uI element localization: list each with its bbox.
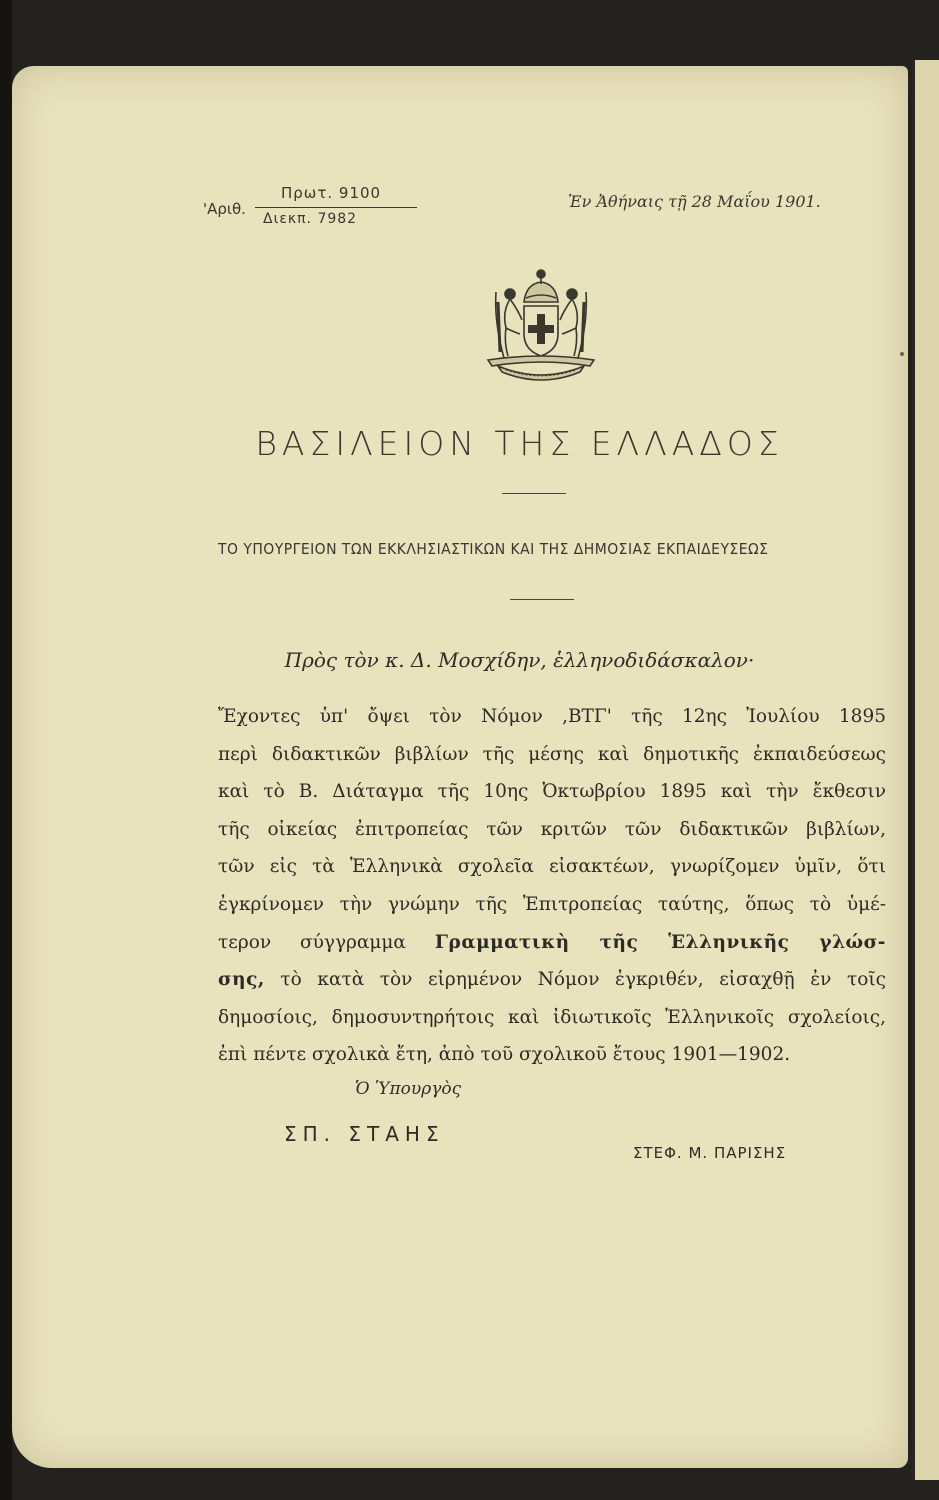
body-line: δημοσίοις, δημοσυντηρήτοις καὶ ἰδιωτικοῖς Ἑλληνικοῖς σχολείοις, <box>218 1006 886 1028</box>
body-line: Ἔχοντες ὑπ' ὄψει τὸν Νόμον ,ΒΤΓ' τῆς 12ης Ἰουλίου 1895 <box>218 706 886 727</box>
addressee-line: Πρὸς τὸν κ. Δ. Μοσχίδην, ἑλληνοδιδάσκαλον· <box>284 648 755 672</box>
body-line: ἐπὶ πέντε σχολικὰ ἔτη, ἀπὸ τοῦ σχολικοῦ ἔτους 1901—1902. <box>218 1044 791 1066</box>
protocol-number: Πρωτ. 9100 <box>281 184 382 202</box>
reference-numbers <box>203 184 423 234</box>
ministry-divider <box>510 599 574 600</box>
book-title: Γραμματικὴ τῆς Ἑλληνικῆς γλώσ- <box>434 931 886 953</box>
reference-label: 'Αριθ. <box>203 200 246 218</box>
body-line: ἐγκρίνομεν τὴν γνώμην τῆς Ἐπιτροπείας ταύτης, ὅπως τὸ ὑμέ- <box>218 893 886 915</box>
minister-name: ΣΠ. ΣΤΑΗΣ <box>284 1122 445 1146</box>
body-line: καὶ τὸ Β. Διάταγμα τῆς 10ης Ὀκτωβρίου 1895 καὶ τὴν ἔκθεσιν <box>218 781 886 803</box>
book-title-end: σης, <box>218 969 265 991</box>
body-line-with-book-title <box>218 924 886 962</box>
ministry-heading: ΤΟ ΥΠΟΥΡΓΕΙΟΝ ΤΩΝ ΕΚΚΛΗΣΙΑΣΤΙΚΩΝ ΚΑΙ ΤΗΣ ΔΗΜΟΣΙΑΣ ΕΚΠΑΙΔΕΥΣΕΩΣ <box>218 540 769 558</box>
adjacent-page-edge <box>912 60 939 1480</box>
letter-body <box>218 698 886 1074</box>
body-text: τὸ κατὰ τὸν εἰρημένον Νόμον ἐγκριθέν, εἰσαχθῇ ἐν τοῖς <box>264 969 886 991</box>
title-divider <box>502 493 566 494</box>
body-line: τῆς οἰκείας ἐπιτροπείας τῶν κριτῶν τῶν διδακτικῶν βιβλίων, <box>218 818 886 840</box>
date-line: Ἐν Ἀθήναις τῇ 28 Μαΐου 1901. <box>568 192 821 211</box>
document-title: ΒΑΣΙΛΕΙΟΝ ΤΗΣ ΕΛΛΑΔΟΣ <box>255 424 784 463</box>
body-line-with-book-title <box>218 961 886 999</box>
dispatch-number: Διεκπ. 7982 <box>263 211 358 227</box>
paper-speck <box>900 352 904 356</box>
coat-of-arms-icon <box>476 262 606 387</box>
reference-divider <box>255 207 417 208</box>
left-binding-shadow <box>0 0 12 1500</box>
body-line: περὶ διδακτικῶν βιβλίων τῆς μέσης καὶ δημοτικῆς ἐκπαιδεύσεως <box>218 743 886 765</box>
body-line: τῶν εἰς τὰ Ἑλληνικὰ σχολεῖα εἰσακτέων, γνωρίζομεν ὑμῖν, ὅτι <box>218 856 886 878</box>
minister-title: Ὁ Ὑπουργὸς <box>355 1079 462 1099</box>
secretary-name: ΣΤΕΦ. Μ. ΠΑΡΙΣΗΣ <box>633 1144 787 1162</box>
body-text: τερον σύγγραμμα <box>218 931 435 953</box>
